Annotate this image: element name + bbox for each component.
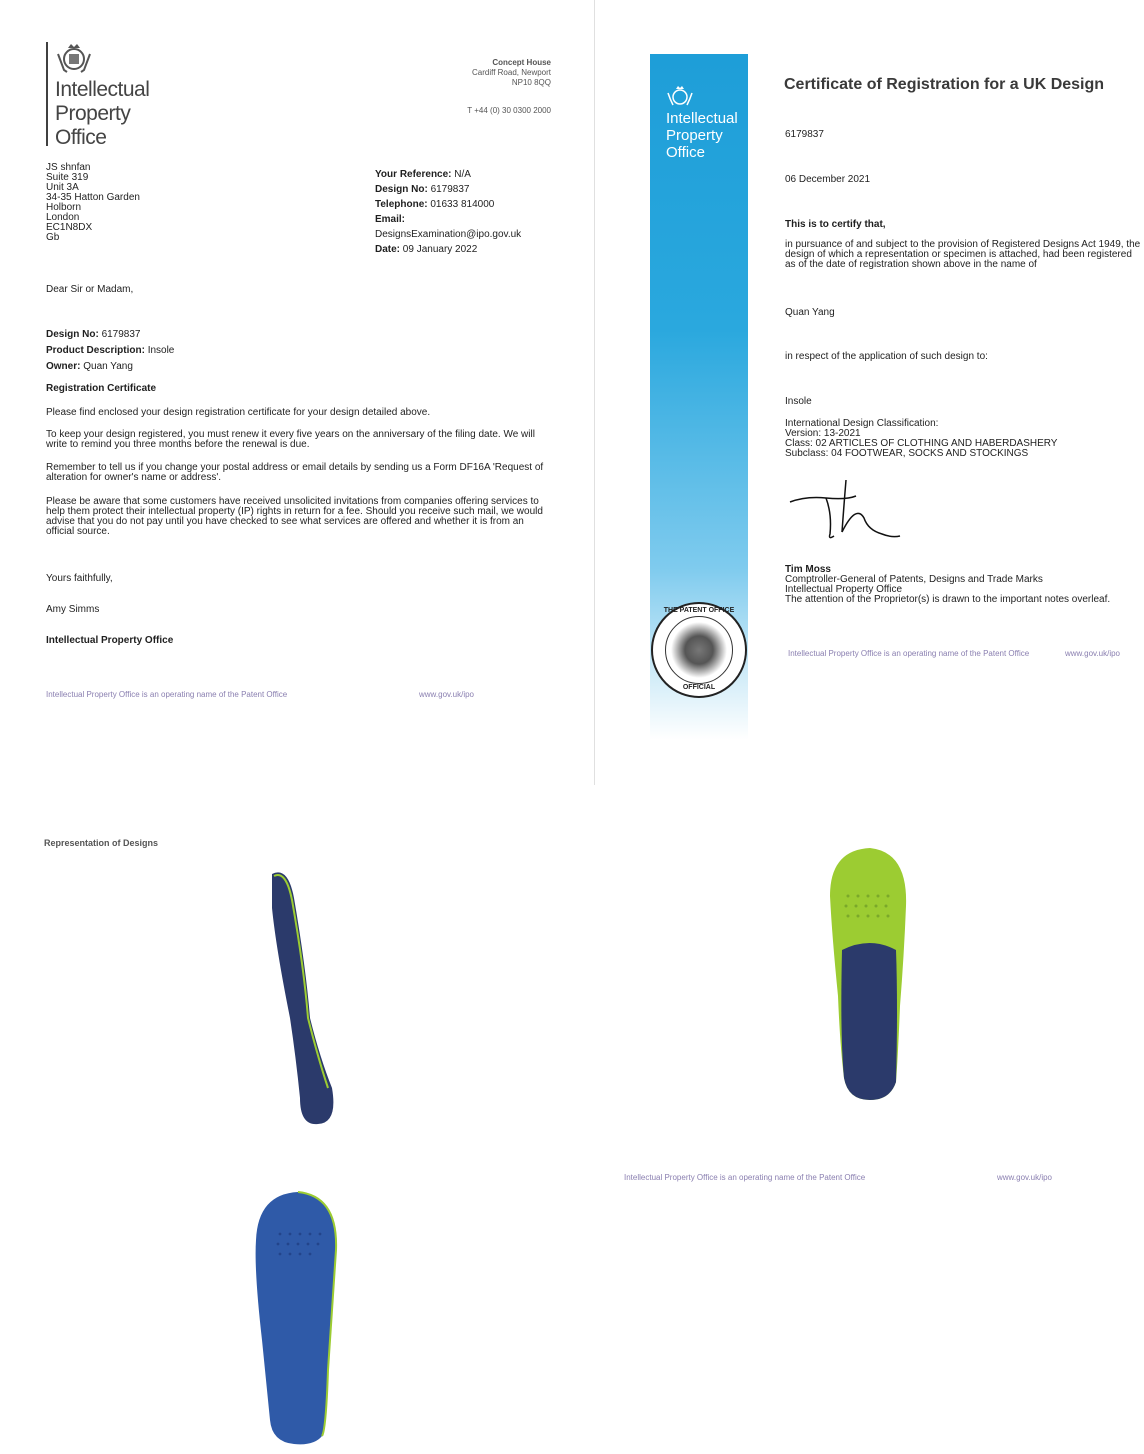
office-phone: T +44 (0) 30 0300 2000 bbox=[467, 106, 551, 115]
certify-heading: This is to certify that, bbox=[785, 219, 886, 230]
official-seal-icon: THE PATENT OFFICE OFFICIAL bbox=[651, 602, 747, 698]
paragraph-2: To keep your design registered, you must renew it every five years on the anniversary of the filing date. We will write to remind you three months before the renewal is due. bbox=[46, 429, 535, 450]
signer-block: Tim Moss Comptroller-General of Patents, Designs and Trade Marks Intellectual Property Office The attention of the Proprietor(s) is drawn to the important notes overleaf. bbox=[785, 564, 1111, 605]
page-divider bbox=[594, 0, 595, 785]
representation-heading: Representation of Designs bbox=[44, 838, 159, 848]
paragraph-1: Please find enclosed your design registration certificate for your design detailed above. bbox=[46, 407, 431, 418]
representation-footer-text: Intellectual Property Office is an operating name of the Patent Office bbox=[624, 1173, 866, 1182]
salutation: Dear Sir or Madam, bbox=[46, 284, 134, 295]
paragraph-3: Remember to tell us if you change your postal address or email details by sending us a Form DF16A 'Request of alteration for owner's name or address'. bbox=[46, 462, 544, 483]
certificate-body: in pursuance of and subject to the provision of Registered Designs Act 1949, the design of which a representation or specimen is attached, had been registered as of the date of registration shown above in the name of bbox=[785, 239, 1141, 270]
certificate-footer-link[interactable]: www.gov.uk/ipo bbox=[1065, 649, 1120, 658]
royal-crest-icon bbox=[55, 42, 93, 76]
letter-footer-link[interactable]: www.gov.uk/ipo bbox=[419, 690, 474, 699]
certificate-date: 06 December 2021 bbox=[785, 174, 871, 185]
certificate-respect: in respect of the application of such design to: bbox=[785, 351, 988, 362]
certificate-title: Certificate of Registration for a UK Design bbox=[784, 76, 1105, 93]
recipient-address: JS shnfan Suite 319 Unit 3A 34-35 Hatton Garden Holborn London EC1N8DX Gb bbox=[46, 162, 140, 243]
certificate-number: 6179837 bbox=[785, 129, 824, 140]
office-address: Concept House Cardiff Road, Newport NP10 8QQ bbox=[472, 58, 551, 87]
signatory-org: Intellectual Property Office bbox=[46, 635, 174, 646]
logo-bar bbox=[46, 42, 48, 146]
closing: Yours faithfully, bbox=[46, 573, 113, 584]
paragraph-4: Please be aware that some customers have received unsolicited invitations from companies offering services to help them protect their intellectual property (IP) rights in return for a fee. Should you receive such mail, we would advise that you do not pay until you have checked to see what services are offered and whether it is from an official source. bbox=[46, 496, 543, 537]
ipo-logo-text: Intellectual Property Office bbox=[55, 78, 150, 149]
insole-top-view bbox=[826, 846, 912, 1102]
insole-bottom-view bbox=[250, 1190, 342, 1446]
letter-footer-text: Intellectual Property Office is an operating name of the Patent Office bbox=[46, 690, 288, 699]
certificate-owner: Quan Yang bbox=[785, 307, 835, 318]
certificate-product: Insole bbox=[785, 396, 812, 407]
banner-logo-text: Intellectual Property Office bbox=[666, 110, 738, 161]
representation-footer-link[interactable]: www.gov.uk/ipo bbox=[997, 1173, 1052, 1182]
reference-block: Your Reference: N/A Design No: 6179837 Telephone: 01633 814000 Email: DesignsExamination@ipo.gov.uk Date: 09 January 2022 bbox=[375, 169, 522, 255]
certificate-footer-text: Intellectual Property Office is an operating name of the Patent Office bbox=[788, 649, 1030, 658]
design-summary: Design No: 6179837 Product Description: Insole Owner: Quan Yang bbox=[46, 329, 175, 372]
signature-icon bbox=[786, 474, 906, 546]
design-classification: International Design Classification: Version: 13-2021 Class: 02 ARTICLES OF CLOTHING AND HABERDASHERY Subclass: 04 FOOTWEAR, SOCKS AND STOCKINGS bbox=[785, 418, 1058, 459]
royal-crest-icon bbox=[666, 84, 694, 108]
signatory: Amy Simms bbox=[46, 604, 100, 615]
email-link[interactable]: DesignsExamination@ipo.gov.uk bbox=[375, 229, 522, 240]
registration-heading: Registration Certificate bbox=[46, 383, 157, 394]
insole-side-view bbox=[262, 868, 342, 1130]
